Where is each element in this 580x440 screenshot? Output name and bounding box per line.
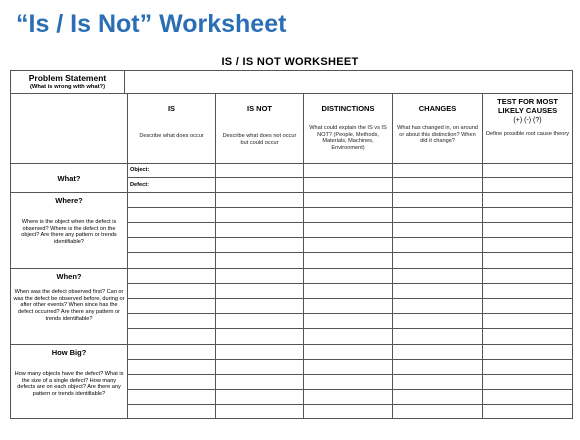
section-how-big [11,345,128,419]
cell[interactable] [216,345,304,360]
cell[interactable] [216,223,304,238]
cell[interactable] [483,360,573,375]
section-how-big-note: How many objects have the defect? What is the size of a single defect? How many defects are on each object? Are there any pattern or trends identifiable? [14,371,124,398]
cell[interactable] [216,405,304,419]
worksheet-table [10,70,573,419]
cell[interactable] [128,284,216,299]
problem-statement-subtitle: (What is wrong with what?) [29,83,106,90]
cell[interactable] [483,208,573,223]
cell[interactable] [128,329,216,345]
col-is [128,94,216,164]
cell[interactable] [483,253,573,269]
col-test [483,94,573,164]
banner-title: “Is / Is Not” Worksheet [16,10,287,38]
cell[interactable] [304,223,393,238]
cell[interactable] [216,284,304,299]
cell[interactable] [216,329,304,345]
object-label: Object: [130,167,150,174]
problem-statement-row [11,71,573,94]
section-where-note: Where is the object when the defect is observed? Where is the defect on the object? Are there any pattern or trends identifiable? [21,219,117,246]
section-what-title: What? [57,173,81,183]
cell[interactable] [216,390,304,405]
cell[interactable] [128,223,216,238]
cell[interactable] [216,360,304,375]
cell[interactable] [304,164,393,178]
cell[interactable] [393,223,483,238]
what-object-cell[interactable] [128,164,216,178]
cell[interactable] [483,178,573,193]
cell[interactable] [393,375,483,390]
cell[interactable] [393,345,483,360]
cell[interactable] [393,208,483,223]
cell[interactable] [304,299,393,314]
cell[interactable] [393,178,483,193]
cell[interactable] [483,193,573,208]
cell[interactable] [393,405,483,419]
cell[interactable] [216,208,304,223]
cell[interactable] [304,193,393,208]
cell[interactable] [304,253,393,269]
cell[interactable] [128,269,216,284]
cell[interactable] [216,269,304,284]
cell[interactable] [483,238,573,253]
cell[interactable] [128,208,216,223]
cell[interactable] [128,238,216,253]
col-changes-label: CHANGES [418,104,457,113]
cell[interactable] [393,360,483,375]
cell[interactable] [216,299,304,314]
col-test-label-1: TEST FOR MOST [497,97,558,106]
cell[interactable] [483,223,573,238]
what-defect-cell[interactable] [128,178,216,193]
cell[interactable] [304,329,393,345]
section-where [11,193,128,269]
cell[interactable] [128,193,216,208]
cell[interactable] [393,238,483,253]
col-is-not-label: IS NOT [246,104,272,113]
cell[interactable] [393,299,483,314]
cell[interactable] [483,314,573,329]
cell[interactable] [393,329,483,345]
cell[interactable] [304,375,393,390]
problem-statement-title: Problem Statement [28,73,107,84]
cell[interactable] [216,375,304,390]
col-is-not-hint: Describe what does not occur but could occur [222,133,297,146]
cell[interactable] [483,284,573,299]
col-is-not [216,94,304,164]
cell[interactable] [216,164,304,178]
cell[interactable] [483,329,573,345]
cell[interactable] [393,284,483,299]
cell[interactable] [304,238,393,253]
col-distinctions-label: DISTINCTIONS [321,104,375,113]
cell[interactable] [304,390,393,405]
cell[interactable] [393,314,483,329]
col-test-symbols: (+) (-) (?) [513,117,542,124]
sheet-title: IS / IS NOT WORKSHEET [221,56,359,68]
col-is-hint: Describe what does occur [139,133,204,139]
title-bar [0,0,580,48]
cell[interactable] [483,269,573,284]
cell[interactable] [483,405,573,419]
cell[interactable] [128,375,216,390]
col-changes [393,94,483,164]
cell[interactable] [304,284,393,299]
cell[interactable] [304,208,393,223]
cell[interactable] [128,314,216,329]
cell[interactable] [216,193,304,208]
cell[interactable] [393,390,483,405]
col-changes-hint: What has changed in, on around or about this distinction? When did it change? [397,125,478,145]
cell[interactable] [483,164,573,178]
cell[interactable] [128,405,216,419]
cell[interactable] [304,405,393,419]
cell[interactable] [393,269,483,284]
section-what [11,164,128,193]
cell[interactable] [216,178,304,193]
section-when-title: When? [56,272,82,281]
cell[interactable] [393,164,483,178]
cell[interactable] [304,360,393,375]
cell[interactable] [216,238,304,253]
cell[interactable] [483,299,573,314]
cell[interactable] [483,345,573,360]
section-where-title: Where? [55,196,83,205]
section-when [11,269,128,345]
cell[interactable] [393,193,483,208]
cell[interactable] [483,375,573,390]
cell[interactable] [304,269,393,284]
col-test-hint: Define possible root cause theory [486,131,570,138]
col-distinctions-hint: What could explain the IS vs IS NOT? (People, Methods, Materials, Machines, Environment) [309,125,387,152]
defect-label: Defect: [130,181,149,188]
cell[interactable] [304,178,393,193]
col-is-label: IS [167,104,176,113]
cell[interactable] [128,253,216,269]
section-how-big-title: How Big? [51,348,87,357]
section-when-note: When was the defect observed first? Can or was the defect be observed before, during or after other events? When since has the defect occurred? Are there any pattern or trends identifiable? [13,289,125,322]
cell[interactable] [216,253,304,269]
col-test-label-2: LIKELY CAUSES [497,106,558,115]
cell[interactable] [304,345,393,360]
cell[interactable] [128,345,216,360]
cell[interactable] [483,390,573,405]
cell[interactable] [128,390,216,405]
col-distinctions [304,94,393,164]
cell[interactable] [128,360,216,375]
header-blank [11,94,128,164]
cell[interactable] [216,314,304,329]
cell[interactable] [128,299,216,314]
cell[interactable] [304,314,393,329]
cell[interactable] [393,253,483,269]
